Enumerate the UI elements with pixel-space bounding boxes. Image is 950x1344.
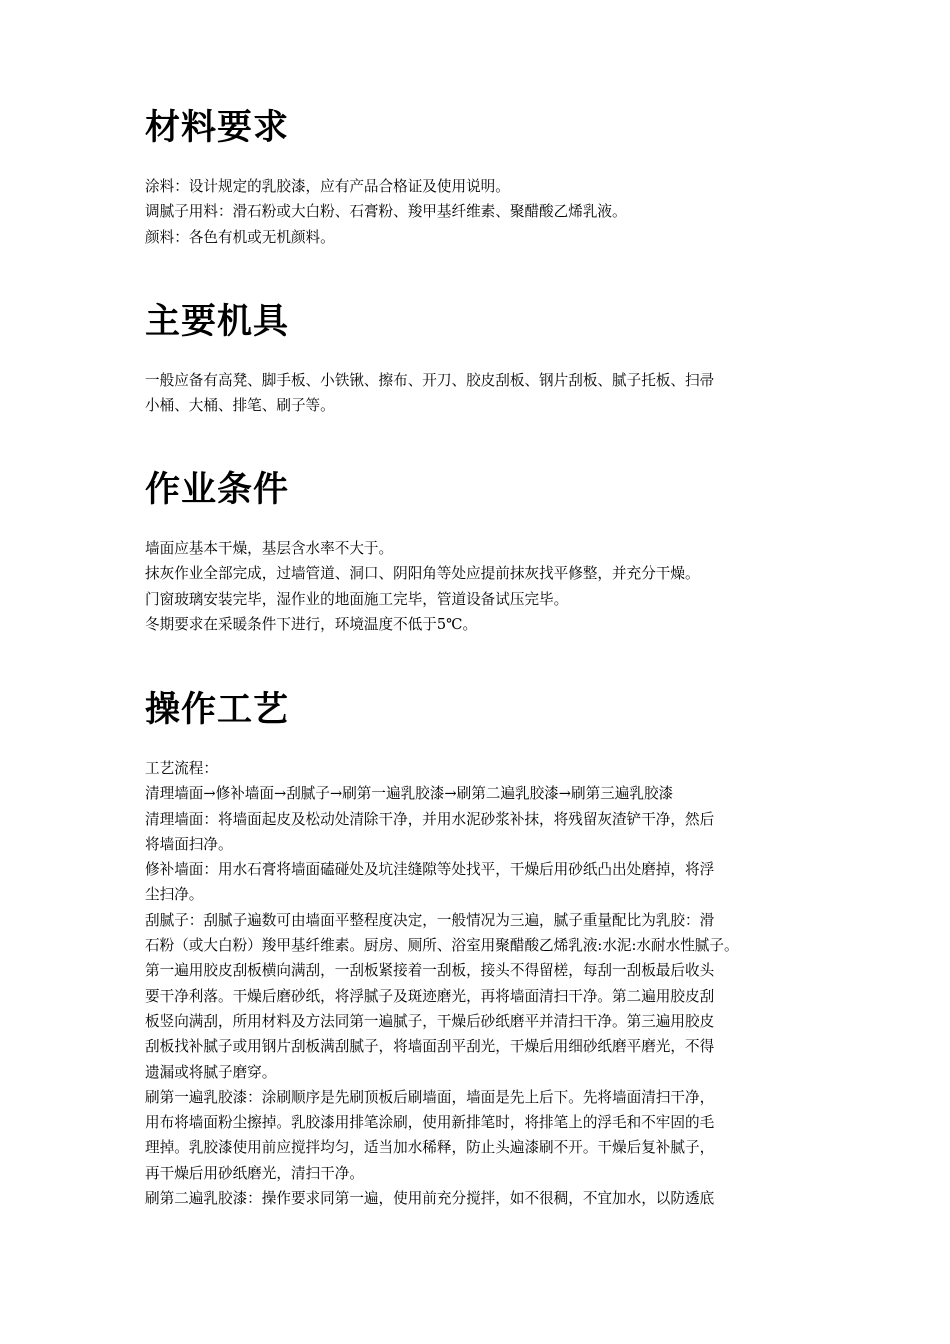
paragraph-line: 将墙面扫净。 (145, 835, 233, 853)
paragraph-line: 清理墙面→修补墙面→刮腻子→刷第一遍乳胶漆→刷第二遍乳胶漆→刷第三遍乳胶漆 (145, 785, 674, 803)
section-body-process (145, 756, 825, 1211)
paragraph-line: 墙面应基本干燥，基层含水率不大于。 (145, 540, 394, 557)
paragraph-line: 刷第一遍乳胶漆：涂刷顺序是先刷顶板后刷墙面，墙面是先上后下。先将墙面清扫干净， (145, 1088, 715, 1106)
paragraph-line: 颜料：各色有机或无机颜料。 (145, 228, 335, 246)
paragraph-line: 理掉。乳胶漆使用前应搅拌均匀，适当加水稀释，防止头遍漆刷不开。干燥后复补腻子， (145, 1139, 715, 1157)
section-body-materials (145, 174, 825, 250)
section-heading-process: 操作工艺 (145, 690, 290, 730)
paragraph-line: 板竖向满刮，所用材料及方法同第一遍腻子，干燥后砂纸磨平并清扫干净。第三遍用胶皮 (145, 1012, 715, 1030)
paragraph-line: 工艺流程： (145, 760, 218, 777)
paragraph-line: 石粉（或大白粉）羧甲基纤维素。厨房、厕所、浴室用聚醋酸乙烯乳液:水泥:水耐水性腻子。 (145, 937, 739, 955)
paragraph-line: 第一遍用胶皮刮板横向满刮，一刮板紧接着一刮板，接头不得留槎，每刮一刮板最后收头 (145, 962, 715, 980)
paragraph-line: 遗漏或将腻子磨穿。 (145, 1063, 277, 1081)
paragraph-line: 清理墙面：将墙面起皮及松动处清除干净，并用水泥砂浆补抹，将残留灰渣铲干净，然后 (145, 810, 715, 828)
paragraph-line: 用布将墙面粉尘擦掉。乳胶漆用排笔涂刷，使用新排笔时，将排笔上的浮毛和不牢固的毛 (145, 1114, 715, 1132)
paragraph-line: 抹灰作业全部完成，过墙管道、洞口、阴阳角等处应提前抹灰找平修整，并充分干燥。 (145, 565, 700, 583)
section-body-tools (145, 368, 825, 419)
paragraph-line: 小桶、大桶、排笔、刷子等。 (145, 397, 335, 415)
paragraph-line: 尘扫净。 (145, 886, 204, 904)
paragraph-line: 涂料：设计规定的乳胶漆，应有产品合格证及使用说明。 (145, 178, 510, 195)
paragraph-line: 一般应备有高凳、脚手板、小铁锹、擦布、开刀、胶皮刮板、钢片刮板、腻子托板、扫帚 (145, 372, 715, 389)
paragraph-line: 修补墙面：用水石膏将墙面磕碰处及坑洼缝隙等处找平，干燥后用砂纸凸出处磨掉，将浮 (145, 861, 715, 879)
paragraph-line: 门窗玻璃安装完毕，湿作业的地面施工完毕，管道设备试压完毕。 (145, 590, 569, 608)
section-heading-materials: 材料要求 (145, 108, 290, 148)
paragraph-line: 要干净利落。干燥后磨砂纸，将浮腻子及斑迹磨光，再将墙面清扫干净。第二遍用胶皮刮 (145, 987, 715, 1005)
paragraph-line: 调腻子用料：滑石粉或大白粉、石膏粉、羧甲基纤维素、聚醋酸乙烯乳液。 (145, 203, 627, 221)
section-heading-tools: 主要机具 (145, 302, 290, 342)
paragraph-line: 刮板找补腻子或用钢片刮板满刮腻子，将墙面刮平刮光，干燥后用细砂纸磨平磨光，不得 (145, 1038, 715, 1056)
paragraph-line: 再干燥后用砂纸磨光，清扫干净。 (145, 1164, 364, 1182)
section-body-conditions (145, 536, 825, 637)
paragraph-line: 刷第二遍乳胶漆：操作要求同第一遍，使用前充分搅拌，如不很稠，不宜加水，以防透底 (145, 1190, 715, 1208)
paragraph-line: 刮腻子：刮腻子遍数可由墙面平整程度决定，一般情况为三遍，腻子重量配比为乳胶：滑 (145, 911, 715, 929)
paragraph-line: 冬期要求在采暖条件下进行，环境温度不低于5℃。 (145, 615, 478, 633)
section-heading-conditions: 作业条件 (145, 470, 290, 510)
